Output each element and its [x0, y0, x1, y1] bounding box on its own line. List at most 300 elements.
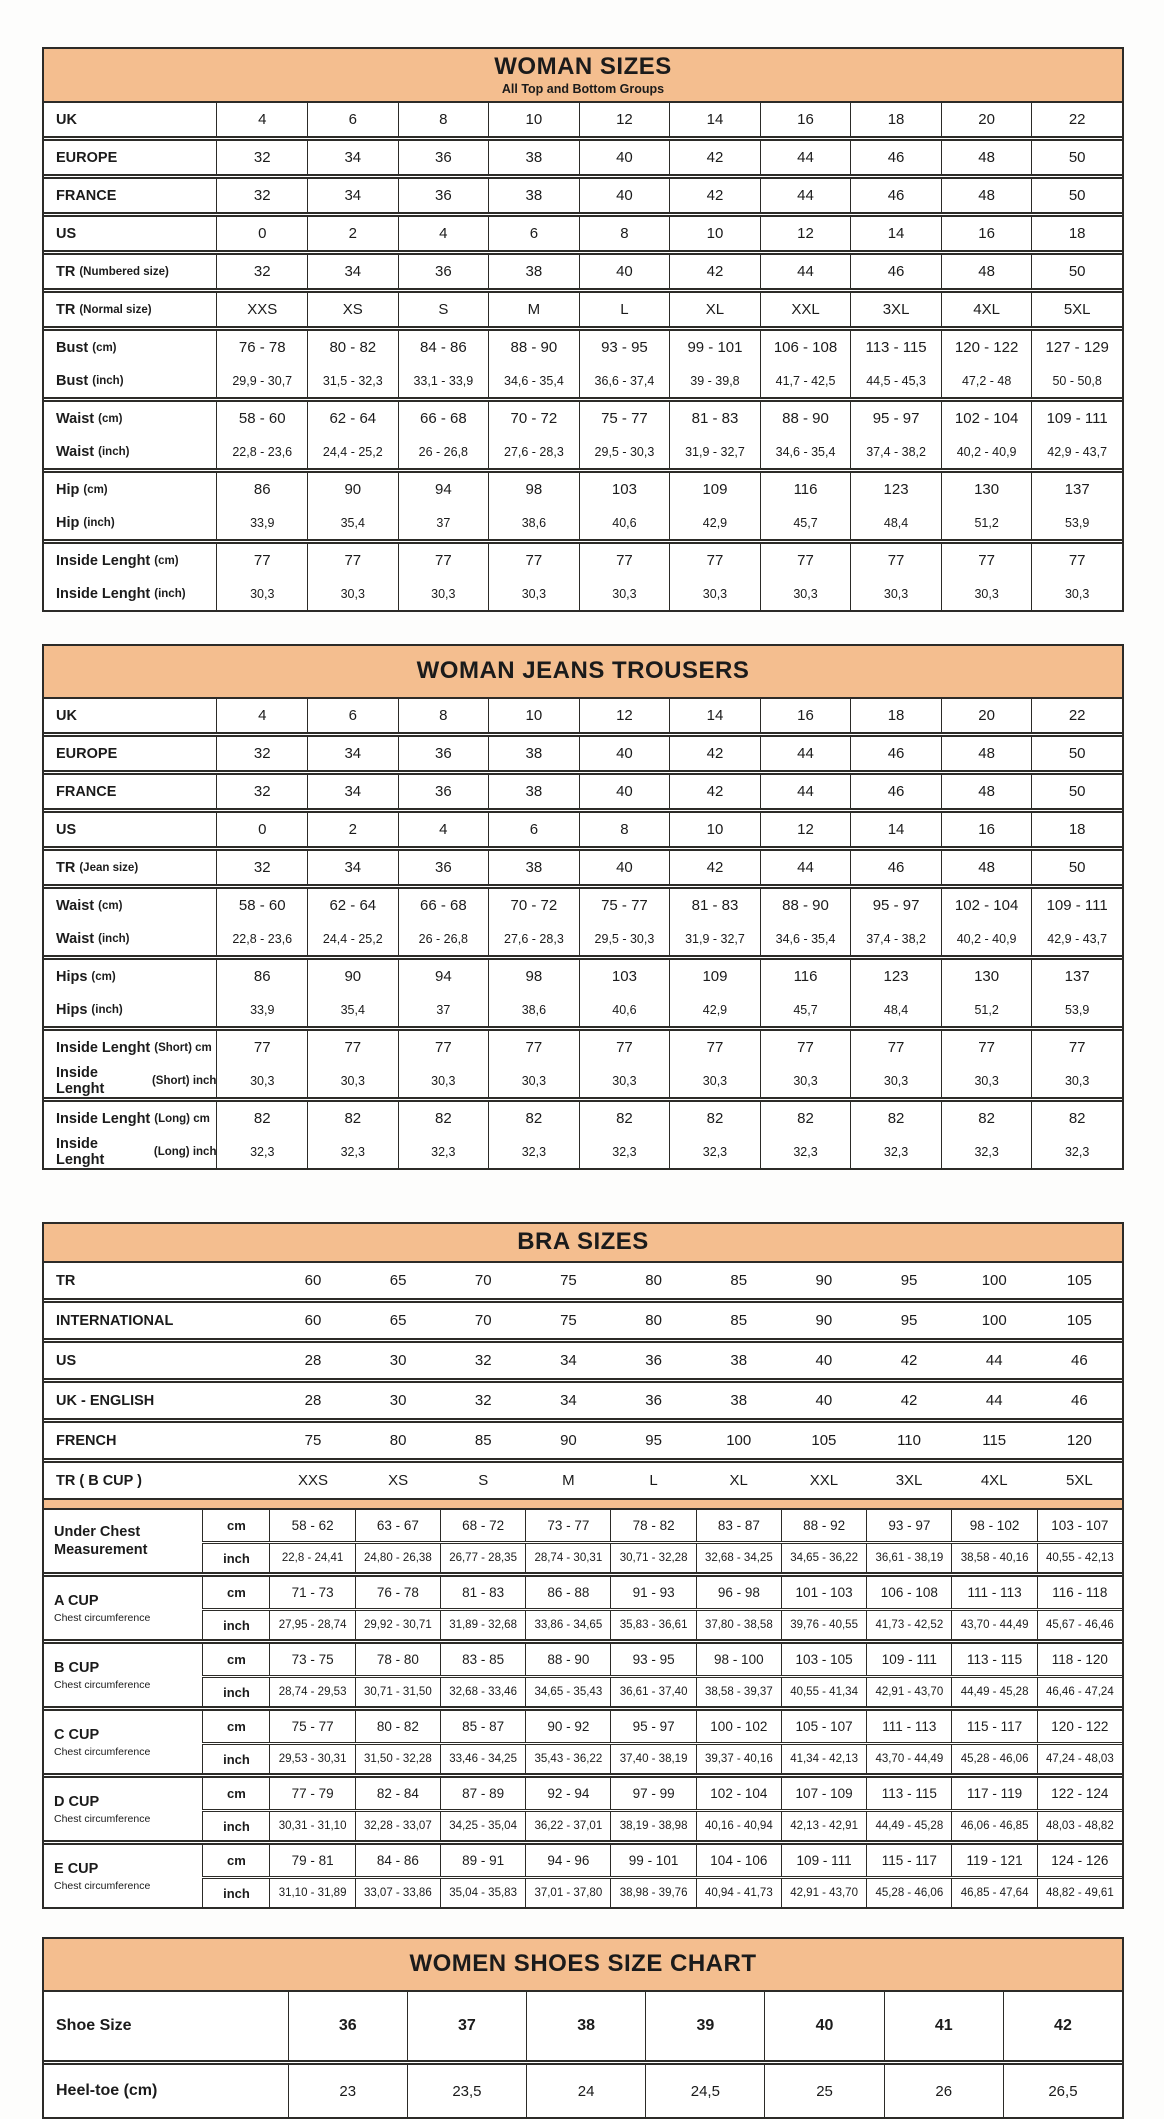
cup-measure-rows: [202, 1577, 1122, 1639]
size-cell: 24,5: [645, 2065, 764, 2117]
size-cell: 31,5 - 32,3: [307, 364, 398, 397]
size-cell: 38,58 - 40,16: [951, 1544, 1036, 1572]
size-cell: 30,3: [760, 1064, 851, 1097]
size-cell: 50: [1031, 737, 1122, 770]
size-cell: 46,46 - 47,24: [1037, 1678, 1122, 1706]
cup-row-group: [44, 1572, 1122, 1639]
size-cell: 122 - 124: [1037, 1778, 1122, 1809]
row-label: [44, 577, 216, 610]
size-cell: 117 - 119: [951, 1778, 1036, 1809]
size-cell: 41: [884, 1992, 1003, 2060]
size-cell: 42: [669, 255, 760, 288]
size-cell: 32,3: [669, 1135, 760, 1168]
size-cell: 75: [560, 1272, 577, 1289]
size-cell: 83 - 87: [696, 1510, 781, 1541]
size-cell: 44: [760, 255, 851, 288]
size-cell: 77: [488, 544, 579, 577]
size-cell: 48,82 - 49,61: [1037, 1879, 1122, 1907]
row-label-note: (inch): [83, 516, 115, 529]
size-cell: 34: [560, 1392, 577, 1409]
size-cell: 36: [645, 1392, 662, 1409]
size-cell: 39,37 - 40,16: [696, 1745, 781, 1773]
size-cell: 30,3: [307, 1064, 398, 1097]
table-row-group: [44, 326, 1122, 397]
size-cell: 30,3: [850, 577, 941, 610]
size-cell: 43,70 - 44,49: [951, 1611, 1036, 1639]
size-cell: 32,3: [216, 1135, 307, 1168]
size-cell: 22,8 - 24,41: [269, 1544, 354, 1572]
size-cell: 31,9 - 32,7: [669, 435, 760, 468]
table-row: [44, 1263, 1122, 1298]
size-cell: 109 - 111: [866, 1644, 951, 1675]
row-label-note: (Long) cm: [154, 1112, 210, 1125]
size-cell: 95 - 97: [850, 402, 941, 435]
size-cell: 33,1 - 33,9: [398, 364, 489, 397]
size-cell: 30: [389, 1392, 407, 1409]
size-cell: 81 - 83: [440, 1577, 525, 1608]
size-cell: 88 - 90: [760, 402, 851, 435]
size-cell: 30,3: [307, 577, 398, 610]
size-cell: L: [579, 293, 670, 326]
size-cell: 14: [669, 103, 760, 136]
row-label-note: (inch): [98, 932, 130, 945]
size-cell: 24,80 - 26,38: [355, 1544, 440, 1572]
size-cell: 30,3: [579, 577, 670, 610]
size-cell: 38: [488, 775, 579, 808]
size-cell: 44: [985, 1392, 1003, 1409]
size-cell: 8: [398, 103, 489, 136]
size-cell: 77: [941, 544, 1032, 577]
size-cell: 10: [488, 103, 579, 136]
size-cell: 36: [398, 179, 489, 212]
size-cell: 77: [579, 1031, 670, 1064]
size-cell: 42,9 - 43,7: [1031, 922, 1122, 955]
size-cell: 16: [941, 217, 1032, 250]
size-cell: 22,8 - 23,6: [216, 922, 307, 955]
size-cell: 50: [1031, 255, 1122, 288]
size-cell: 12: [760, 217, 851, 250]
size-cell: 91 - 93: [610, 1577, 695, 1608]
size-cell: 30,3: [1031, 577, 1122, 610]
row-label: [44, 217, 216, 250]
size-cell: 80: [645, 1312, 662, 1329]
size-cell: 93 - 95: [610, 1644, 695, 1675]
table-row: [44, 775, 1122, 808]
size-cell: 90: [815, 1312, 833, 1329]
size-cell: 77: [307, 544, 398, 577]
size-cell: 30,71 - 31,50: [355, 1678, 440, 1706]
size-cell: 94 - 96: [525, 1845, 610, 1876]
cup-measure-rows: [202, 1711, 1122, 1773]
size-cell: 37,4 - 38,2: [850, 922, 941, 955]
size-cell: 24,4 - 25,2: [307, 922, 398, 955]
size-cell: 34,6 - 35,4: [760, 922, 851, 955]
cup-measure-rows: [202, 1778, 1122, 1840]
cup-name: B CUP: [54, 1660, 100, 1677]
size-cell: 53,9: [1031, 993, 1122, 1026]
table-row: [44, 993, 1122, 1026]
size-cell: 82: [760, 1102, 851, 1135]
size-cell: 77: [669, 544, 760, 577]
size-cell: 99 - 101: [610, 1845, 695, 1876]
table-row: [202, 1778, 1122, 1809]
size-cell: 34,65 - 35,43: [525, 1678, 610, 1706]
size-cell: 85: [730, 1272, 748, 1289]
size-cell: 40,94 - 41,73: [696, 1879, 781, 1907]
size-cell: 12: [760, 813, 851, 846]
size-cell: 44,49 - 45,28: [866, 1812, 951, 1840]
size-cell: 42: [669, 775, 760, 808]
size-cell: 32: [216, 851, 307, 884]
cup-row-group: [44, 1840, 1122, 1907]
size-cell: 34,25 - 35,04: [440, 1812, 525, 1840]
row-label-note: (cm): [92, 341, 117, 354]
size-cell: 66 - 68: [398, 889, 489, 922]
size-cell: 40,2 - 40,9: [941, 922, 1032, 955]
size-cell: 100: [981, 1272, 1007, 1289]
size-cell: 94: [398, 473, 489, 506]
size-cell: 88 - 90: [760, 889, 851, 922]
size-cell: 42: [1003, 1992, 1122, 2060]
size-cell: 88 - 90: [488, 331, 579, 364]
size-cell: 44,49 - 45,28: [951, 1678, 1036, 1706]
size-cell: 75: [304, 1432, 322, 1449]
size-cell: 84 - 86: [398, 331, 489, 364]
row-label: [44, 331, 216, 364]
size-cell: 82: [579, 1102, 670, 1135]
size-cell: 40: [579, 179, 670, 212]
row-label-text: Hip: [56, 481, 80, 498]
size-cell: 46: [850, 851, 941, 884]
size-cell: S: [478, 1472, 489, 1489]
size-cell: 33,07 - 33,86: [355, 1879, 440, 1907]
size-cell: 78 - 82: [610, 1510, 695, 1541]
size-cell: 115 - 117: [866, 1845, 951, 1876]
row-label: [44, 1383, 270, 1418]
size-cell: 8: [579, 813, 670, 846]
size-cell: 48,4: [850, 506, 941, 539]
size-cell: 34: [307, 141, 398, 174]
size-cell: 124 - 126: [1037, 1845, 1122, 1876]
size-cell: 42: [669, 141, 760, 174]
row-label: [44, 993, 216, 1026]
size-cell: 77: [216, 1031, 307, 1064]
row-label-text: Waist: [56, 897, 95, 914]
row-label-text: FRANCE: [56, 187, 117, 204]
size-cell: 38: [526, 1992, 645, 2060]
size-cell: 36: [398, 737, 489, 770]
row-label-text: Hip: [56, 514, 80, 531]
table-row: [44, 1423, 1122, 1458]
table-row: [202, 1711, 1122, 1742]
size-cell: 42,9: [669, 506, 760, 539]
size-cell: 29,5 - 30,3: [579, 922, 670, 955]
size-cell: 90: [307, 960, 398, 993]
size-cell: 98 - 102: [951, 1510, 1036, 1541]
size-cell: 82: [1031, 1102, 1122, 1135]
size-cell: 2: [307, 813, 398, 846]
size-cell: 73 - 77: [525, 1510, 610, 1541]
row-label: [44, 737, 216, 770]
size-cell: 27,95 - 28,74: [269, 1611, 354, 1639]
size-cell: 77: [216, 544, 307, 577]
size-cell: 30,3: [216, 1064, 307, 1097]
size-cell: 66 - 68: [398, 402, 489, 435]
row-label-text: Hips: [56, 1001, 88, 1018]
cup-name: Under Chest Measurement: [54, 1523, 148, 1558]
size-cell: 33,86 - 34,65: [525, 1611, 610, 1639]
size-cell: 28,74 - 29,53: [269, 1678, 354, 1706]
unit-label: inch: [202, 1611, 269, 1639]
size-cell: 82: [307, 1102, 398, 1135]
row-label-text: Inside Lenght: [56, 1110, 151, 1127]
size-cell: 53,9: [1031, 506, 1122, 539]
table-row: [44, 577, 1122, 610]
cup-subtitle: Chest circumference: [54, 1745, 151, 1758]
table-row-group: [44, 136, 1122, 174]
table-row-group: [44, 468, 1122, 539]
size-cell: 41,73 - 42,52: [866, 1611, 951, 1639]
unit-label: inch: [202, 1544, 269, 1572]
size-cell: 36,6 - 37,4: [579, 364, 670, 397]
size-cell: 77: [1031, 1031, 1122, 1064]
cup-label: [44, 1577, 202, 1639]
size-cell: 116: [760, 960, 851, 993]
size-cell: 30: [389, 1352, 407, 1369]
row-label: [44, 1263, 270, 1298]
row-label-text: TR ( B CUP ): [56, 1472, 142, 1489]
unit-label: inch: [202, 1678, 269, 1706]
size-cell: 34: [560, 1352, 577, 1369]
size-cell: XXS: [216, 293, 307, 326]
size-cell: 48: [941, 737, 1032, 770]
size-cell: 33,9: [216, 506, 307, 539]
cup-name: D CUP: [54, 1794, 100, 1811]
size-cell: 40,55 - 41,34: [781, 1678, 866, 1706]
size-cell: 75: [560, 1312, 577, 1329]
size-cell: 14: [850, 813, 941, 846]
row-label-note: (cm): [154, 554, 179, 567]
size-cell: 31,10 - 31,89: [269, 1879, 354, 1907]
row-label-note: (inch): [154, 587, 186, 600]
size-cell: 18: [1031, 813, 1122, 846]
size-cell: 32: [216, 255, 307, 288]
row-label: [44, 2065, 288, 2117]
size-cell: 27,6 - 28,3: [488, 922, 579, 955]
cup-measure-rows: [202, 1644, 1122, 1706]
size-cell: 6: [488, 813, 579, 846]
size-cell: 0: [216, 813, 307, 846]
size-cell: 38: [730, 1392, 748, 1409]
size-cell: 97 - 99: [610, 1778, 695, 1809]
row-label-text: US: [56, 821, 77, 838]
table-row: [44, 402, 1122, 435]
row-label-note: (Long) inch: [153, 1145, 217, 1158]
size-cell: 30,3: [216, 577, 307, 610]
row-label-note: (inch): [92, 374, 124, 387]
row-label-text: INTERNATIONAL: [56, 1312, 174, 1329]
size-cell: 95 - 97: [850, 889, 941, 922]
table-row: [44, 851, 1122, 884]
table-row: [202, 1742, 1122, 1773]
table-row-group: [44, 846, 1122, 884]
table-row: [44, 1135, 1122, 1168]
size-cell: 48: [941, 179, 1032, 212]
size-cell: 29,9 - 30,7: [216, 364, 307, 397]
size-cell: 38: [730, 1352, 748, 1369]
size-cell: 32,3: [760, 1135, 851, 1168]
size-cell: 98: [488, 960, 579, 993]
cup-measure-rows: [202, 1510, 1122, 1572]
row-label: [44, 473, 216, 506]
table-row: [44, 1992, 1122, 2060]
row-label: [44, 544, 216, 577]
size-cell: 113 - 115: [866, 1778, 951, 1809]
row-label: [44, 960, 216, 993]
size-cell: 104 - 106: [696, 1845, 781, 1876]
size-cell: 41,34 - 42,13: [781, 1745, 866, 1773]
unit-label: inch: [202, 1745, 269, 1773]
size-cell: 100: [726, 1432, 752, 1449]
size-cell: 123: [850, 960, 941, 993]
size-cell: 31,9 - 32,7: [669, 922, 760, 955]
size-cell: 40,6: [579, 506, 670, 539]
size-cell: 32,68 - 33,46: [440, 1678, 525, 1706]
size-cell: 44: [760, 851, 851, 884]
size-cell: 36: [398, 141, 489, 174]
size-cell: 44: [760, 141, 851, 174]
unit-label: cm: [202, 1510, 269, 1541]
size-cell: S: [398, 293, 489, 326]
size-cell: 68 - 72: [440, 1510, 525, 1541]
row-label-text: Waist: [56, 410, 95, 427]
size-cell: 34,65 - 36,22: [781, 1544, 866, 1572]
row-label: [44, 1135, 216, 1168]
size-cell: 4: [398, 217, 489, 250]
size-cell: 80: [645, 1272, 662, 1289]
size-cell: 76 - 78: [216, 331, 307, 364]
table-row: [202, 1608, 1122, 1639]
table-row: [44, 293, 1122, 326]
size-cell: M: [488, 293, 579, 326]
size-cell: 32: [216, 737, 307, 770]
size-cell: 3XL: [895, 1472, 923, 1489]
row-label-text: UK: [56, 707, 77, 724]
size-cell: 90: [307, 473, 398, 506]
size-cell: 103 - 107: [1037, 1510, 1122, 1541]
size-cell: 31,89 - 32,68: [440, 1611, 525, 1639]
size-cell: 30,3: [398, 1064, 489, 1097]
table-row-group: [44, 539, 1122, 610]
size-cell: 109: [669, 960, 760, 993]
table-row-group: [44, 174, 1122, 212]
size-cell: 35,43 - 36,22: [525, 1745, 610, 1773]
size-cell: 46: [850, 737, 941, 770]
size-cell: 44: [760, 775, 851, 808]
cup-name: A CUP: [54, 1593, 99, 1610]
size-cell: 38: [488, 851, 579, 884]
size-cell: 38,98 - 39,76: [610, 1879, 695, 1907]
size-cell: 37,01 - 37,80: [525, 1879, 610, 1907]
size-cell: 36,22 - 37,01: [525, 1812, 610, 1840]
size-cell: 42,13 - 42,91: [781, 1812, 866, 1840]
size-cell: 48: [941, 851, 1032, 884]
size-cell: 86: [216, 960, 307, 993]
size-cell: 77: [850, 544, 941, 577]
size-cell: 82: [941, 1102, 1032, 1135]
size-cell: 26 - 26,8: [398, 922, 489, 955]
size-cell: 24,4 - 25,2: [307, 435, 398, 468]
woman-jeans-body: [44, 699, 1122, 1168]
table-row: [44, 435, 1122, 468]
size-cell: 46,85 - 47,64: [951, 1879, 1036, 1907]
row-label-text: TR: [56, 859, 76, 876]
size-cell: 42: [900, 1352, 918, 1369]
size-cell: 34,6 - 35,4: [488, 364, 579, 397]
size-cell: 40: [579, 141, 670, 174]
size-cell: 50: [1031, 775, 1122, 808]
size-cell: 77: [488, 1031, 579, 1064]
size-cell: 38,58 - 39,37: [696, 1678, 781, 1706]
size-cell: 40: [579, 775, 670, 808]
row-label-note: (Jean size): [79, 861, 139, 874]
size-cell: 137: [1031, 960, 1122, 993]
size-cell: L: [649, 1472, 658, 1489]
size-cell: 35,04 - 35,83: [440, 1879, 525, 1907]
table-row: [44, 364, 1122, 397]
size-cell: 88 - 90: [525, 1644, 610, 1675]
size-cell: XS: [307, 293, 398, 326]
cup-row-group: [44, 1639, 1122, 1706]
size-cell: 30,3: [760, 577, 851, 610]
size-cell: 33,9: [216, 993, 307, 1026]
table-row: [44, 506, 1122, 539]
size-cell: 29,92 - 30,71: [355, 1611, 440, 1639]
size-cell: 77: [850, 1031, 941, 1064]
size-cell: 34: [307, 737, 398, 770]
size-cell: 113 - 115: [951, 1644, 1036, 1675]
table-row-group: [44, 770, 1122, 808]
size-cell: 84 - 86: [355, 1845, 440, 1876]
unit-label: inch: [202, 1812, 269, 1840]
size-cell: 46: [850, 775, 941, 808]
size-cell: 28: [304, 1392, 322, 1409]
size-cell: 38: [488, 255, 579, 288]
size-cell: 46: [1071, 1352, 1088, 1369]
woman-sizes-table: [42, 47, 1124, 612]
size-cell: 95: [645, 1432, 662, 1449]
size-cell: 82: [488, 1102, 579, 1135]
size-cell: 20: [941, 103, 1032, 136]
table-row: [44, 331, 1122, 364]
row-label-text: Inside Lenght: [56, 552, 151, 569]
size-cell: 95 - 97: [610, 1711, 695, 1742]
size-cell: 86: [216, 473, 307, 506]
size-cell: 65: [389, 1312, 407, 1329]
size-cell: 32,3: [488, 1135, 579, 1168]
size-cell: 65: [389, 1272, 407, 1289]
size-cell: 44: [760, 737, 851, 770]
size-cell: 36: [398, 851, 489, 884]
size-cell: 48,03 - 48,82: [1037, 1812, 1122, 1840]
unit-label: cm: [202, 1577, 269, 1608]
size-cell: 137: [1031, 473, 1122, 506]
row-label: [44, 506, 216, 539]
row-label-text: TR: [56, 263, 76, 280]
row-label-text: Waist: [56, 930, 95, 947]
bra-cups-body: [44, 1510, 1122, 1907]
row-label: [44, 1992, 288, 2060]
